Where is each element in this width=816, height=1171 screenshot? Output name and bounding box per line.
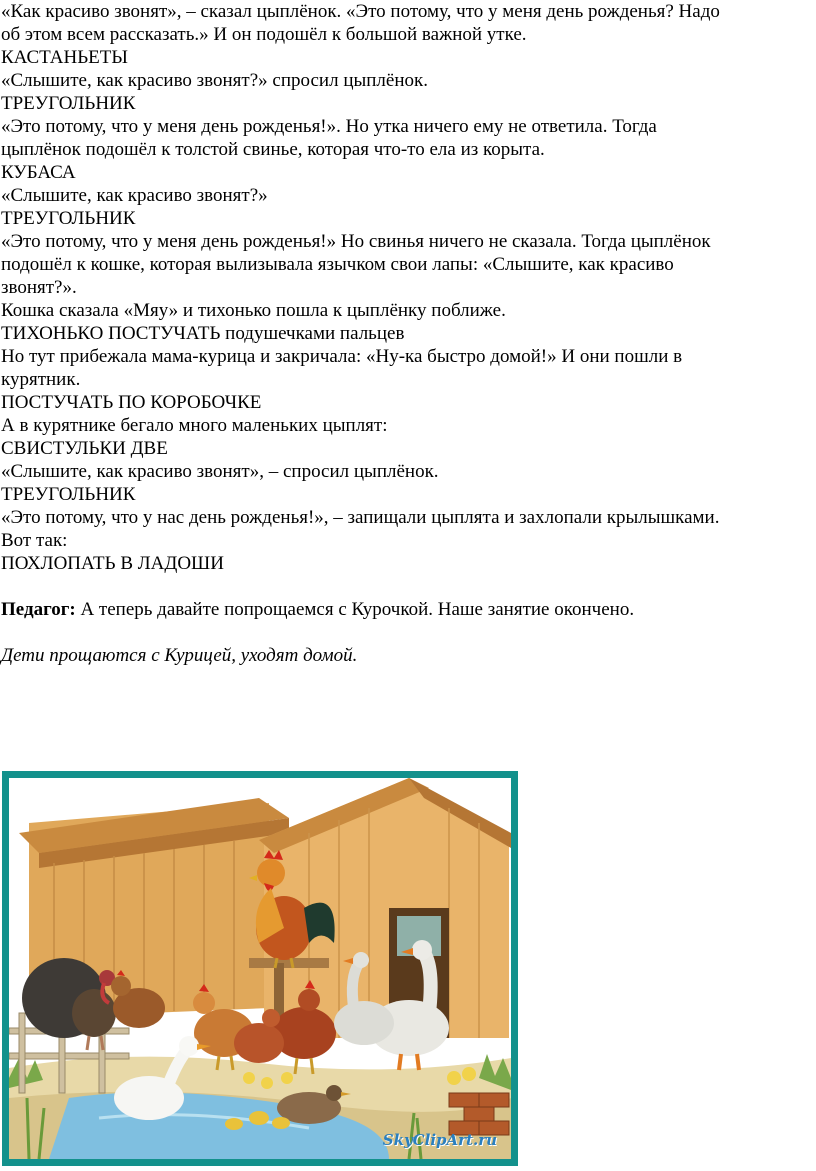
story-line: подошёл к кошке, которая вылизывала язычком свои лапы: «Слышите, как красиво [1, 254, 674, 275]
closing-note: Дети прощаются с Курицей, уходят домой. [1, 645, 358, 666]
teacher-label: Педагог: [1, 599, 76, 620]
spacer [0, 575, 806, 598]
instrument-cue: ТРЕУГОЛЬНИК [1, 208, 136, 229]
story-line: Но тут прибежала мама-курица и закричала: «Ну-ка быстро домой!» И они пошли в [1, 346, 683, 367]
instrument-cue: КУБАСА [1, 162, 76, 183]
story-line: А в курятнике бегало много маленьких цыплят: [1, 415, 388, 436]
story-line: «Это потому, что у меня день рожденья!» Но свинья ничего не сказала. Тогда цыплёнок [1, 231, 711, 252]
story-line: Кошка сказала «Мяу» и тихонько пошла к цыплёнку поближе. [1, 300, 506, 321]
story-line: цыплёнок подошёл к толстой свинье, которая что-то ела из корыта. [1, 139, 545, 160]
instrument-cue: ТРЕУГОЛЬНИК [1, 484, 136, 505]
farmyard-illustration [2, 771, 518, 1166]
farmyard-picture [9, 778, 511, 1159]
story-line: «Слышите, как красиво звонят?» спросил цыплёнок. [1, 70, 428, 91]
story-line: «Это потому, что у меня день рожденья!». Но утка ничего ему не ответила. Тогда [1, 116, 657, 137]
story-line: «Как красиво звонят», – сказал цыплёнок. «Это потому, что у меня день рожденья? Надо [1, 1, 720, 22]
instrument-cue: СВИСТУЛЬКИ ДВЕ [1, 438, 168, 459]
teacher-line [0, 598, 806, 621]
story-line: звонят?». [1, 277, 77, 298]
story-line: «Это потому, что у нас день рожденья!», – запищали цыплята и захлопали крылышками. [1, 507, 720, 528]
instrument-cue: КАСТАНЬЕТЫ [1, 47, 128, 68]
watermark-text: SkyClipArt.ru [382, 1131, 497, 1149]
story-line: курятник. [1, 369, 81, 390]
instrument-cue: ТИХОНЬКО ПОСТУЧАТЬ подушечками пальцев [1, 323, 405, 344]
instrument-cue: ПОХЛОПАТЬ В ЛАДОШИ [1, 553, 224, 574]
instrument-cue: ПОСТУЧАТЬ ПО КОРОБОЧКЕ [1, 392, 262, 413]
teacher-text: А теперь давайте попрощаемся с Курочкой. Наше занятие окончено. [75, 599, 635, 620]
story-line: об этом всем рассказать.» И он подошёл к большой важной утке. [1, 24, 527, 45]
spacer [0, 621, 806, 644]
story-line: Вот так: [1, 530, 68, 551]
instrument-cue: ТРЕУГОЛЬНИК [1, 93, 136, 114]
story-line: «Слышите, как красиво звонят?» [1, 185, 268, 206]
story-line: «Слышите, как красиво звонят», – спросил цыплёнок. [1, 461, 439, 482]
